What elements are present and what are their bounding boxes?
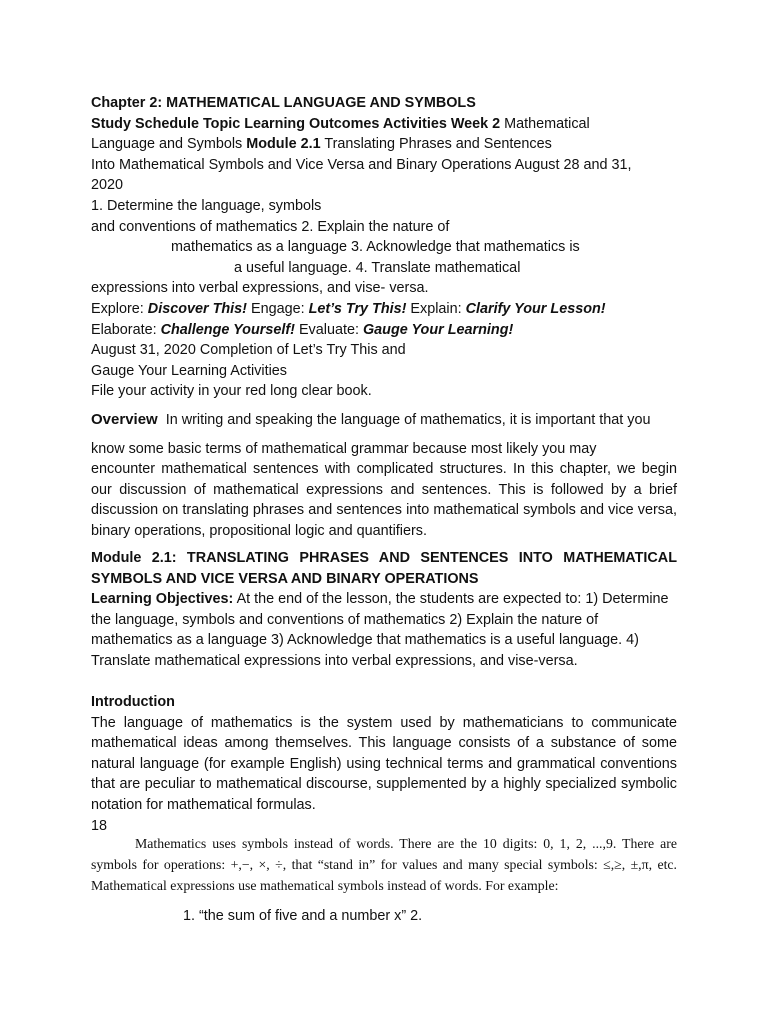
- activity-value: Gauge Your Learning!: [362, 321, 514, 338]
- study-schedule-block: [91, 93, 677, 402]
- symbols-paragraph: Mathematics uses symbols instead of words. There are the 10 digits: 0, 1, 2, ...,9. There are symbols for operations: +,−, ×, ÷, that “stand in” for values and many special symbols: ≤,≥, ±,π, etc. Mathematical expressions use mathematical symbols instead of words. For example:: [91, 836, 677, 893]
- schedule-text: Language and Symbols: [91, 136, 247, 153]
- outcome-line: mathematics as a language 3. Acknowledge that mathematics is: [171, 239, 580, 256]
- objectives-text: At the end of the lesson, the students are expected to: 1) Determine the language, symbols and conventions of mathematics 2) Explain the nature of mathematics as a language 3) Acknowledge that mathematics is a useful language. 4) Translate mathematical expressions into verbal expressions, and vise-versa.: [91, 591, 669, 669]
- activity-label: Evaluate:: [294, 321, 363, 338]
- schedule-line-1: [91, 114, 677, 135]
- activities-line-1: [91, 299, 677, 320]
- module-heading: Module 2.1: TRANSLATING PHRASES AND SENTENCES INTO MATHEMATICAL SYMBOLS AND VICE VERSA AND BINARY OPERATIONS: [91, 550, 677, 587]
- activity-label: Elaborate:: [91, 321, 161, 338]
- chapter-title: Chapter 2: MATHEMATICAL LANGUAGE AND SYMBOLS: [91, 95, 476, 111]
- overview-know-word: know: [91, 441, 125, 457]
- outcome-line: a useful language. 4. Translate mathematical: [234, 259, 521, 276]
- learning-objectives: [91, 589, 677, 671]
- outcome-line: expressions into verbal expressions, and vise- versa.: [91, 280, 429, 297]
- introduction-heading: Introduction: [91, 694, 175, 710]
- overview-heading: Overview: [91, 411, 158, 428]
- completion-line: August 31, 2020 Completion of Let’s Try This and: [91, 342, 406, 359]
- overview-text: In writing and speaking the language of mathematics, it is important that you: [165, 412, 651, 428]
- outcome-line: 1. Determine the language, symbols: [91, 197, 322, 214]
- introduction-section: [91, 692, 677, 816]
- schedule-heading: Study Schedule Topic Learning Outcomes Activities Week 2: [91, 115, 501, 132]
- schedule-line-2: [91, 134, 677, 155]
- schedule-line-3: Into Mathematical Symbols and Vice Versa and Binary Operations August 28 and 31,: [91, 156, 632, 173]
- activity-value: Let’s Try This!: [308, 300, 407, 317]
- overview-text: some basic terms of mathematical grammar because most likely you may: [124, 441, 597, 457]
- introduction-body: The language of mathematics is the system used by mathematicians to communicate mathematical ideas among themselves. This language consists of a substance of some natural language (for example English) using technical terms and grammatical conventions that are peculiar to mathematical discourse, supplemented by a highly specialized symbolic notation for mathematical formulas.: [91, 714, 677, 813]
- activity-value: Challenge Yourself!: [160, 321, 295, 338]
- example-line: 1. “the sum of five and a number x” 2.: [183, 908, 423, 924]
- module-label: Module 2.1: [246, 136, 321, 153]
- completion-line: Gauge Your Learning Activities: [91, 362, 288, 379]
- overview-second-line: [91, 435, 677, 459]
- schedule-text: Translating Phrases and Sentences: [320, 136, 552, 153]
- objectives-label: Learning Objectives:: [91, 591, 234, 608]
- activity-value: Discover This!: [147, 300, 247, 317]
- page-number: 18: [91, 818, 108, 834]
- activity-label: Explore:: [91, 300, 148, 317]
- activities-line-2: [91, 320, 677, 341]
- module-section: [91, 548, 677, 672]
- schedule-line-4: 2020: [91, 177, 124, 194]
- schedule-text: Mathematical: [500, 115, 590, 132]
- outcome-line: and conventions of mathematics 2. Explain the nature of: [91, 218, 450, 235]
- overview-first-line: [91, 409, 677, 435]
- activity-label: Engage:: [246, 300, 309, 317]
- overview-body: encounter mathematical sentences with complicated structures. In this chapter, we begin our discussion of mathematical expressions and sentences. This is followed by a brief discussion on translating phrases and sentences into mathematical symbols and vice versa, binary operations, propositional logic and quantifiers.: [91, 461, 677, 539]
- activity-value: Clarify Your Lesson!: [465, 300, 606, 317]
- file-note: File your activity in your red long clear book.: [91, 383, 372, 400]
- activity-label: Explain:: [406, 300, 466, 317]
- overview-section: [91, 409, 677, 541]
